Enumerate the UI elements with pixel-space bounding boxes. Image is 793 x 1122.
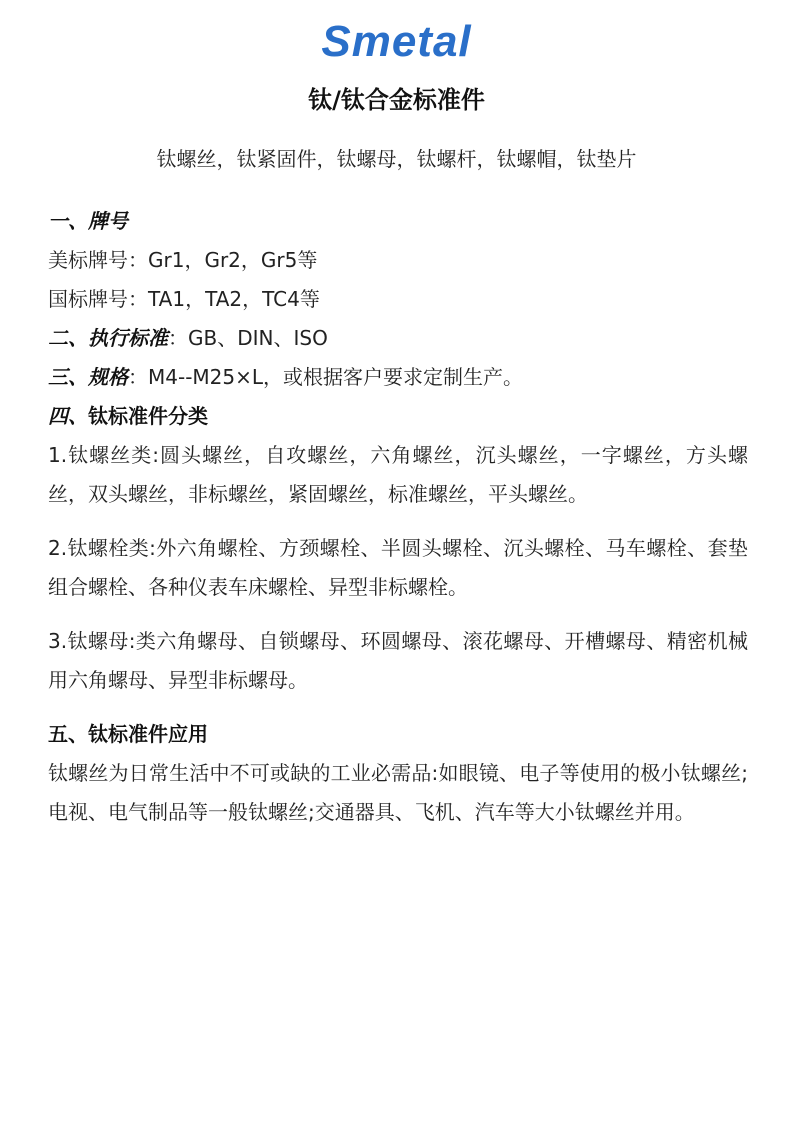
us-grade-label: 美标牌号： [48,248,148,272]
section-standards-value: ：GB、DIN、ISO [168,326,328,350]
section-applications-title: 五、钛标准件应用 [48,722,208,746]
section-grades-title: 一、牌号 [48,209,128,233]
section-standards-title: 二、执行标准 [48,326,168,350]
category-item-screws: 1.钛螺丝类:圆头螺丝，自攻螺丝，六角螺丝，沉头螺丝，一字螺丝，方头螺丝，双头螺丝，非标螺丝，紧固螺丝，标准螺丝，平头螺丝。 [48,443,748,506]
page-title: 钛/钛合金标准件 [308,86,485,114]
document-body [48,202,748,832]
category-item-nuts: 3.钛螺母:类六角螺母、自锁螺母、环圆螺母、滚花螺母、开槽螺母、精密机械用六角螺母、异型非标螺母。 [48,629,748,692]
section-categories-prefix: 四、 [48,404,88,428]
category-item-bolts: 2.钛螺栓类:外六角螺栓、方颈螺栓、半圆头螺栓、沉头螺栓、马车螺栓、套垫组合螺栓、各种仪表车床螺栓、异型非标螺栓。 [48,536,748,599]
cn-grade-label: 国标牌号： [48,287,148,311]
smetal-logo: Smetal [321,17,472,66]
us-grade-line [48,241,748,280]
section-specs [48,358,748,397]
section-categories-heading [48,397,748,436]
section-applications-heading [48,715,748,754]
section-grades-heading [48,202,748,241]
section-applications-body: 钛螺丝为日常生活中不可或缺的工业必需品:如眼镜、电子等使用的极小钛螺丝;电视、电气制品等一般钛螺丝;交通器具、飞机、汽车等大小钛螺丝并用。 [48,761,748,824]
section-standards [48,319,748,358]
page-subtitle: 钛螺丝，钛紧固件，钛螺母，钛螺杆，钛螺帽，钛垫片 [156,147,637,171]
us-grade-value: Gr1，Gr2，Gr5等 [148,248,318,272]
section-categories-title: 钛标准件分类 [88,404,208,428]
section-specs-value: ：M4--M25×L，或根据客户要求定制生产。 [128,365,524,389]
cn-grade-value: TA1，TA2，TC4等 [148,287,320,311]
section-specs-title: 三、规格 [48,365,128,389]
cn-grade-line [48,280,748,319]
